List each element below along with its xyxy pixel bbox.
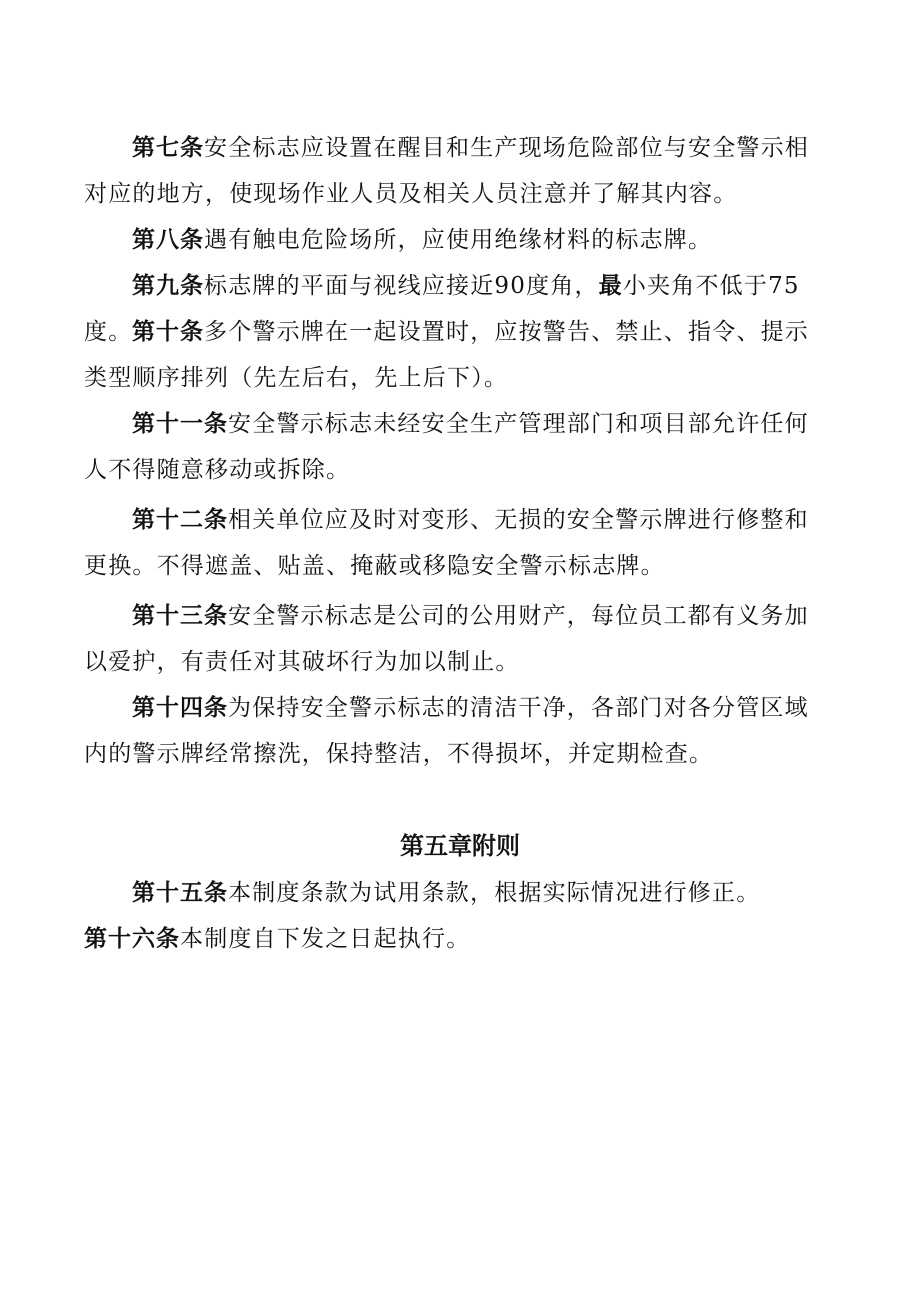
article-text: 本制度条款为试用条款，根据实际情况进行修正。: [228, 880, 761, 906]
article-heading: 第十条: [132, 319, 204, 345]
article-text: 安全警示标志未经安全生产管理部门和项目部允许任何人不得随意移动或拆除。: [84, 411, 809, 483]
article-heading: 第十四条: [132, 695, 228, 721]
article-text: 安全标志应设置在醒目和生产现场危险部位与安全警示相对应的地方，使现场作业人员及相关人员注意并了解其内容。: [84, 135, 809, 207]
chapter-title: 第五章附则: [400, 832, 520, 860]
article-emphasis: 最: [598, 273, 623, 299]
article-text: 为保持安全警示标志的清洁干净，各部门对各分管区域内的警示牌经常擦洗，保持整洁，不得损坏，并定期检查。: [84, 695, 809, 767]
article-7: [84, 125, 832, 217]
article-text: 遇有触电危险场所，应使用绝缘材料的标志牌。: [204, 227, 713, 253]
article-heading: 第十五条: [132, 880, 228, 906]
article-heading: 第十二条: [132, 507, 228, 533]
article-heading: 第十六条: [84, 926, 180, 952]
article-heading: 第七条: [132, 135, 204, 161]
article-16: [84, 916, 832, 962]
article-heading: 第十三条: [132, 603, 228, 629]
article-text: 安全警示标志是公司的公用财产，每位员工都有义务加以爱护，有责任对其破坏行为加以制止。: [84, 603, 809, 675]
article-12: [84, 497, 832, 589]
article-text: 标志牌的平面与视线应接近90度角，: [204, 273, 599, 299]
article-text: 本制度自下发之日起执行。: [180, 926, 471, 952]
article-10: [84, 309, 832, 401]
article-text: 多个警示牌在一起设置时，应按警告、禁止、指令、提示类型顺序排列（先左后右，先上后下）。: [84, 319, 809, 391]
article-8: [84, 217, 832, 263]
article-15: [84, 870, 832, 916]
article-text-continued: 小夹角不低于75度。: [84, 273, 800, 345]
article-heading: 第八条: [132, 227, 204, 253]
article-text: 相关单位应及时对变形、无损的安全警示牌进行修整和更换。不得遮盖、贴盖、掩蔽或移隐安全警示标志牌。: [84, 507, 809, 579]
article-heading: 第十一条: [132, 411, 228, 437]
article-11: [84, 401, 832, 493]
article-heading: 第九条: [132, 273, 204, 299]
article-13: [84, 593, 832, 685]
article-14: [84, 685, 832, 777]
